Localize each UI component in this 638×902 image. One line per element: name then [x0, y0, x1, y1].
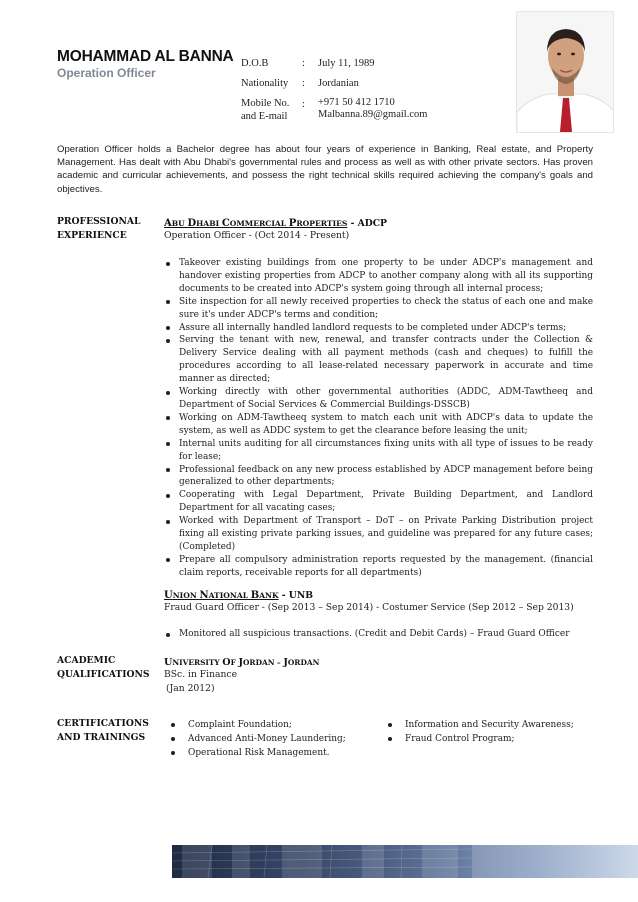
org-text: ATIONAL	[208, 591, 251, 600]
org-text: OMMERCIAL	[229, 219, 289, 228]
org-text: F	[230, 658, 239, 667]
info-value: July 11, 1989	[318, 58, 375, 69]
org-text: ROPERTIES	[296, 219, 348, 228]
mobile-number: +971 50 412 1710	[318, 97, 395, 108]
profile-photo	[516, 11, 614, 133]
org-text: - UNB	[278, 590, 313, 601]
org-text: N	[199, 590, 209, 601]
list-item: Operational Risk Management.	[164, 746, 346, 760]
org-text: B	[250, 590, 260, 601]
info-label: Mobile No.	[241, 98, 290, 109]
org-text: ORDAN –	[242, 658, 284, 667]
list-item: Working on ADM-Tawtheeq system to match each unit with ADCP's data to update the system, as well as ADDC system to get the clearance before leasing the unit;	[164, 412, 593, 438]
org-text: A	[164, 218, 172, 229]
org-text: D	[187, 218, 197, 229]
portrait-image	[517, 12, 614, 133]
info-colon: :	[302, 78, 305, 89]
info-label: D.O.B	[241, 58, 269, 69]
certifications-list-2	[381, 718, 574, 746]
section-title-education	[57, 654, 150, 682]
footer-building-banner	[172, 845, 638, 878]
certifications-list-1	[164, 718, 346, 761]
info-colon: :	[302, 58, 305, 69]
job-position: Operation Officer - (Oct 2014 - Present)	[164, 230, 350, 241]
list-item: Complaint Foundation;	[164, 718, 346, 732]
graduation-date: (Jan 2012)	[166, 683, 215, 694]
list-item: Takeover existing buildings from one property to be under ADCP's management and handover existing properties from ADCP to another company along with all its supporting documents to be created into ADCP's system going through all internal process;	[164, 257, 593, 296]
list-item: Information and Security Awareness;	[381, 718, 574, 732]
candidate-role: Operation Officer	[57, 66, 156, 80]
list-item: Worked with Department of Transport – DoT – on Private Parking Distribution project fixing all existing private parking issues, and guideline was prepared for any future cases; (Completed)	[164, 515, 593, 554]
org-text: ANK	[259, 591, 279, 600]
section-title-line: PROFESSIONAL	[57, 216, 141, 227]
list-item: Assure all internally handled landlord requests to be completed under ADCP's terms;	[164, 322, 593, 335]
list-item: Professional feedback on any new process established by ADCP management before being generalized to other departments;	[164, 464, 593, 490]
info-label-2: and E-mail	[241, 111, 288, 122]
section-title-line: QUALIFICATIONS	[57, 669, 150, 680]
list-item: Monitored all suspicious transactions. (Credit and Debit Cards) – Fraud Guard Officer	[164, 628, 593, 641]
org-text: O	[222, 657, 231, 668]
org-text: J	[283, 657, 288, 668]
list-item: Advanced Anti-Money Laundering;	[164, 732, 346, 746]
section-title-line: EXPERIENCE	[57, 230, 127, 241]
list-item: Prepare all compulsory administration reports requested by the management. (financial claim reports, receivable reports for all departments)	[164, 554, 593, 580]
org-text: P	[288, 218, 297, 229]
org-text: NION	[172, 591, 200, 600]
section-title-certifications	[57, 717, 149, 745]
section-title-line: CERTIFICATIONS	[57, 718, 149, 729]
org-text: C	[221, 218, 230, 229]
info-label: Nationality	[241, 78, 289, 89]
list-item: Fraud Control Program;	[381, 732, 574, 746]
job-duties-list	[164, 257, 593, 580]
org-text: J	[238, 657, 243, 668]
section-title-experience	[57, 215, 140, 243]
org-text: U	[164, 590, 173, 601]
org-text: HABI	[196, 219, 222, 228]
building-graphic	[172, 845, 638, 878]
org-text: U	[164, 657, 173, 668]
info-colon: :	[302, 99, 305, 110]
job-position: Fraud Guard Officer - (Sep 2013 – Sep 2014) - Costumer Service (Sep 2012 – Sep 2013)	[164, 602, 574, 613]
list-item: Cooperating with Legal Department, Private Building Department, and Landlord Department for all vacating cases;	[164, 489, 593, 515]
list-item: Site inspection for all newly received properties to check the status of each one and make sure it's under ADCP's terms and condition;	[164, 296, 593, 322]
candidate-name: MOHAMMAD AL BANNA	[57, 48, 234, 65]
org-text: ORDAN	[287, 658, 320, 667]
email-address[interactable]: Malbanna.89@gmail.com	[318, 109, 428, 120]
org-text: BU	[171, 219, 188, 228]
job-duties-list	[164, 628, 593, 641]
org-text: - ADCP	[347, 218, 387, 229]
list-item: Serving the tenant with new, renewal, and transfer contracts under the Collection & Delivery Service dealing with all payment methods (cash and cheques) to fulfill the procedures according to all lease-related necessary paperwork in accurate and time manner as directed;	[164, 334, 593, 386]
info-value: Jordanian	[318, 78, 359, 89]
section-title-line: AND TRAININGS	[57, 732, 146, 743]
org-text: NIVERSITY	[172, 658, 223, 667]
profile-summary: Operation Officer holds a Bachelor degree has about four years of experience in Banking, Real estate, and Property Management. Has dealt with Abu Dhabi's governmental rules and process as well as with other private sectors. Has proven academic and curricular achievements, and possess the right technical skills required achieving the company's goals and objectives.	[57, 144, 593, 195]
section-title-line: ACADEMIC	[57, 655, 116, 666]
list-item: Working directly with other governmental authorities (ADDC, ADM-Tawtheeq and Department of Social Services & Commercial Buildings-DSSCB)	[164, 386, 593, 412]
degree: BSc. in Finance	[164, 669, 238, 680]
list-item: Internal units auditing for all circumstances fixing units with all type of issues to be ready for lease;	[164, 438, 593, 464]
